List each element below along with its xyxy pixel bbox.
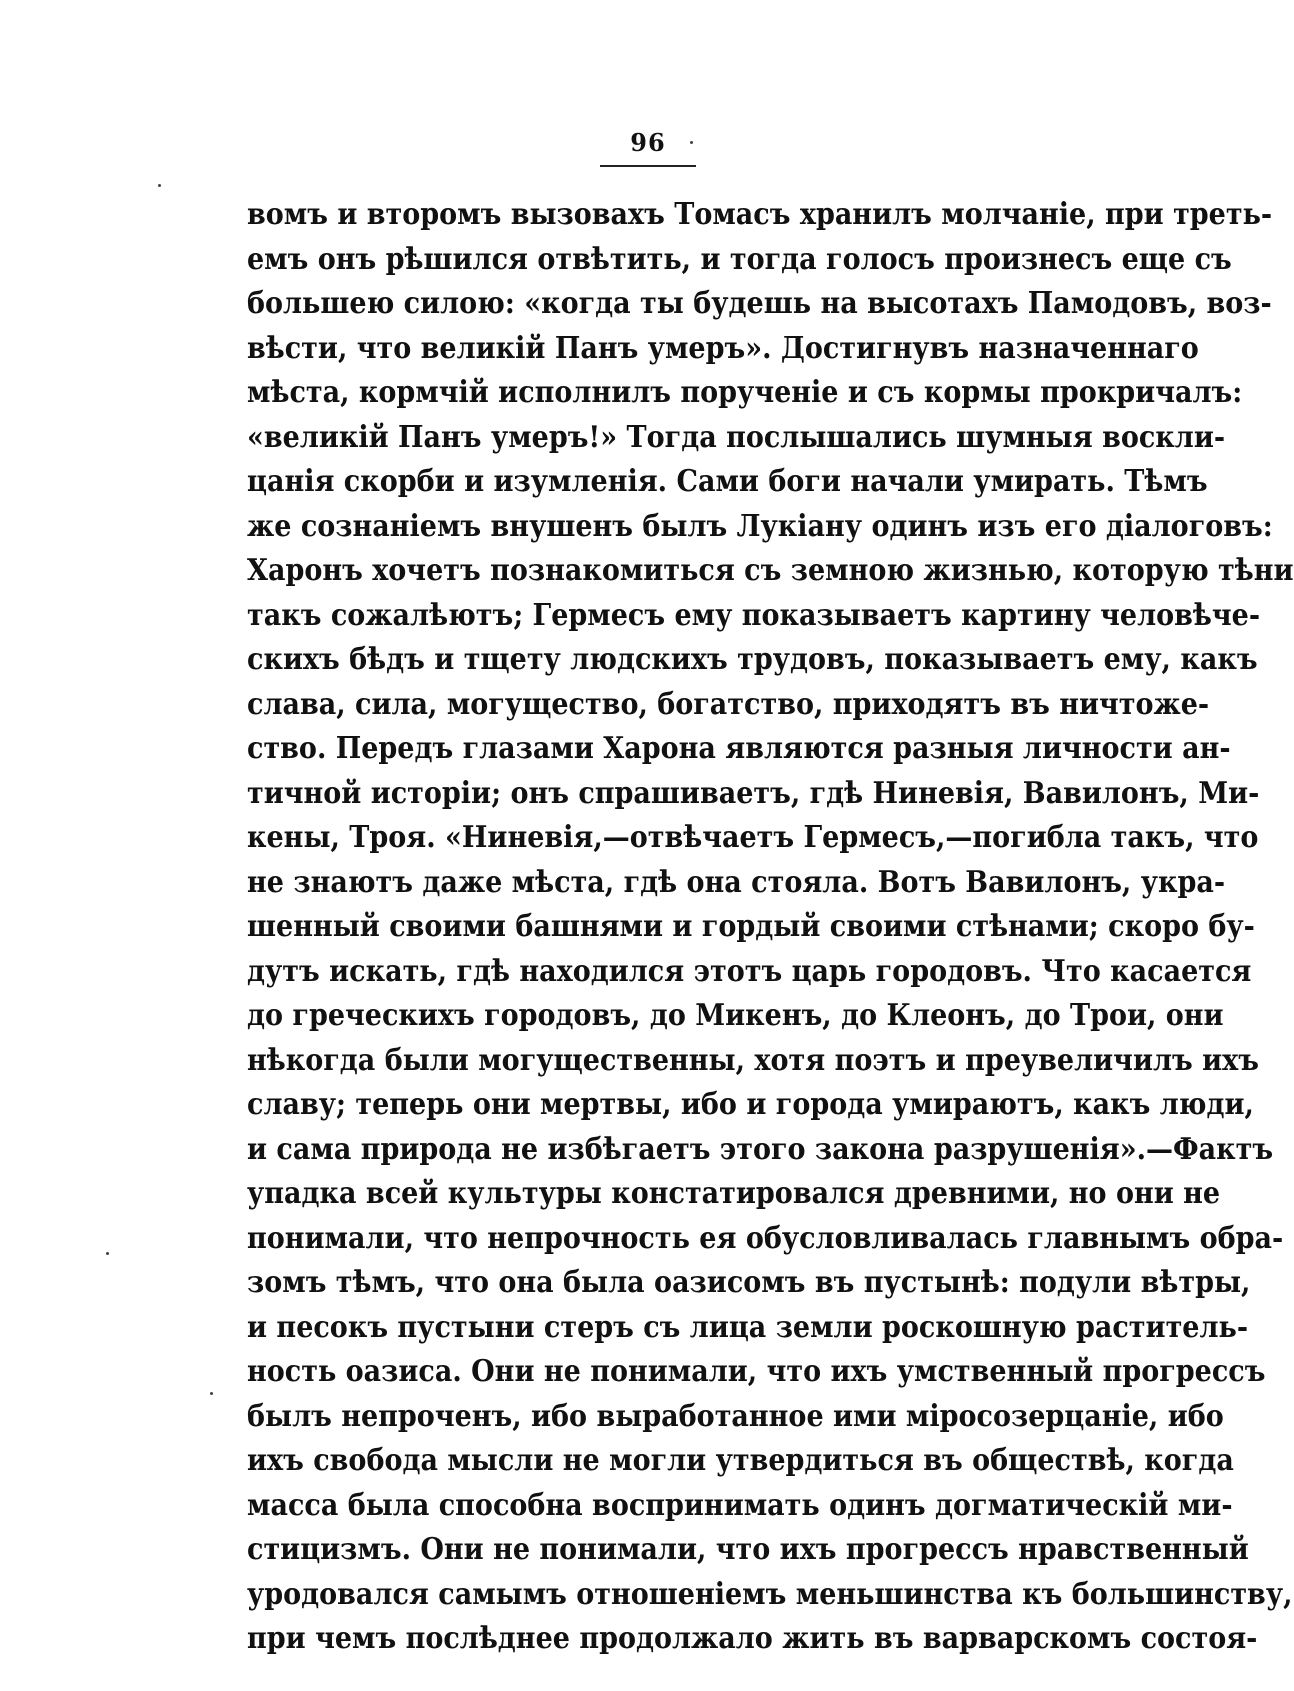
text-line: слава, сила, могущество, богатство, приходятъ въ ничтоже- [247,686,1210,722]
text-line: нѣкогда были могущественны, хотя поэтъ и преувеличилъ ихъ [247,1042,1259,1078]
text-line: вомъ и второмъ вызовахъ Томасъ хранилъ молчаніе, при треть- [247,197,1273,232]
text-line: такъ сожалѣютъ; Гермесъ ему показываетъ картину человѣче- [247,597,1261,633]
scan-speck [158,184,161,187]
text-line: масса была способна воспринимать одинъ догматическій ми- [247,1487,1233,1523]
text-line: славу; теперь они мертвы, ибо и города умираютъ, какъ люди, [247,1087,1254,1122]
text-line: не знаютъ даже мѣста, гдѣ она стояла. Вотъ Вавилонъ, укра- [247,864,1226,900]
text-line: при чемъ послѣднее продолжало жить въ варварскомъ состоя- [247,1621,1258,1656]
text-line: кены, Троя. «Ниневія,—отвѣчаетъ Гермесъ,—погибла такъ, что [247,820,1259,855]
page-number: 96 [630,128,666,157]
scan-speck [106,1252,109,1255]
text-line: цанія скорби и изумленія. Сами боги начали умирать. Тѣмъ [247,464,1208,499]
text-line: ность оазиса. Они не понимали, что ихъ умственный прогрессъ [247,1354,1266,1389]
text-line: вѣсти, что великій Панъ умеръ». Достигнувъ назначеннаго [247,330,1199,366]
scan-speck [690,141,693,144]
text-line: большею силою: «когда ты будешь на высотахъ Памодовъ, воз- [247,286,1272,321]
text-line: мѣста, кормчій исполнилъ порученіе и съ кормы прокричалъ: [247,375,1243,410]
text-line: ство. Передъ глазами Харона являются разныя личности ан- [247,731,1231,766]
text-line: и сама природа не избѣгаетъ этого закона разрушенія».—Фактъ [247,1131,1274,1167]
text-line: ихъ свобода мысли не могли утвердиться въ обществѣ, когда [247,1443,1234,1478]
page-number-rule [600,165,696,167]
text-line: стицизмъ. Они не понимали, что ихъ прогрессъ нравственный [247,1532,1249,1567]
text-line: понимали, что непрочность ея обусловливалась главнымъ обра- [247,1220,1284,1256]
text-line: Харонъ хочетъ познакомиться съ земною жизнью, которую тѣни [247,553,1294,588]
text-line: «великій Панъ умеръ!» Тогда послышались шумныя воскли- [247,419,1226,455]
text-line: емъ онъ рѣшился отвѣтить, и тогда голосъ произнесъ еще съ [247,241,1232,277]
text-line: скихъ бѣдъ и тщету людскихъ трудовъ, показываетъ ему, какъ [247,642,1258,677]
text-line: до греческихъ городовъ, до Микенъ, до Клеонъ, до Трои, они [247,998,1224,1033]
scan-speck [210,1392,213,1395]
text-line: же сознаніемъ внушенъ былъ Лукіану одинъ изъ его діалоговъ: [247,508,1273,544]
text-line: тичной исторіи; онъ спрашиваетъ, гдѣ Ниневія, Вавилонъ, Ми- [247,775,1260,811]
text-line: шенный своими башнями и гордый своими стѣнами; скоро бу- [247,909,1255,944]
text-line: и песокъ пустыни стеръ съ лица земли роскошную раститель- [247,1309,1249,1345]
text-line: былъ непроченъ, ибо выработанное ими міросозерцаніе, ибо [247,1398,1224,1434]
text-line: упадка всей культуры констатировался древними, но они не [247,1176,1221,1211]
text-line: уродовался самымъ отношеніемъ меньшинства къ большинству, [247,1576,1293,1612]
text-line: зомъ тѣмъ, что она была оазисомъ въ пустынѣ: подули вѣтры, [247,1265,1251,1300]
text-line: дутъ искать, гдѣ находился этотъ царь городовъ. Что касается [247,953,1252,989]
body-text [247,193,1294,1662]
